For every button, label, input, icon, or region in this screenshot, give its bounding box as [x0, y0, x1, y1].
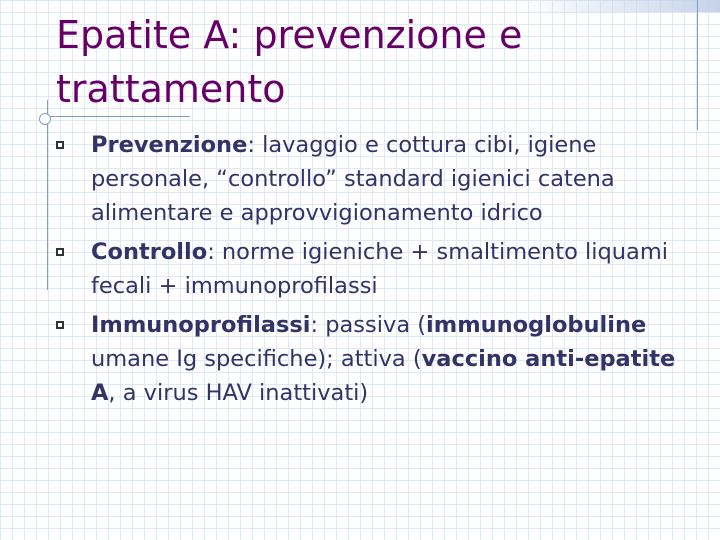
left-vertical-rule [47, 100, 48, 290]
square-bullet-icon [56, 321, 64, 329]
rule-junction-circle-icon [39, 113, 51, 125]
right-vertical-rule [697, 0, 698, 130]
bullet-bold-text: Prevenzione [91, 132, 248, 158]
bullet-item [56, 308, 696, 410]
square-bullet-icon [56, 141, 64, 149]
bullet-bold-text: immunoglobuline [426, 312, 647, 338]
bullet-text: , a virus HAV inattivati) [108, 380, 369, 406]
bullet-bold-text: Controllo [91, 239, 208, 265]
bullet-text: umane Ig specifiche); attiva ( [91, 346, 422, 372]
square-bullet-icon [56, 248, 64, 256]
bullet-bold-text: vaccino anti-epatite A [91, 346, 676, 406]
title-underline-rule [40, 116, 190, 117]
bullet-text: : norme igieniche + smaltimento liquami fecali + immunoprofilassi [91, 239, 668, 299]
bullet-list [56, 128, 696, 415]
bullet-text: : passiva ( [310, 312, 427, 338]
bullet-text: : lavaggio e cottura cibi, igiene personale, “controllo” standard igienici catena alimentare e approvvigionamento idrico [91, 132, 615, 226]
bullet-item [56, 235, 696, 303]
bullet-item [56, 128, 696, 230]
slide-title: Epatite A: prevenzione e trattamento [56, 13, 523, 111]
bullet-bold-text: Immunoprofilassi [91, 312, 311, 338]
